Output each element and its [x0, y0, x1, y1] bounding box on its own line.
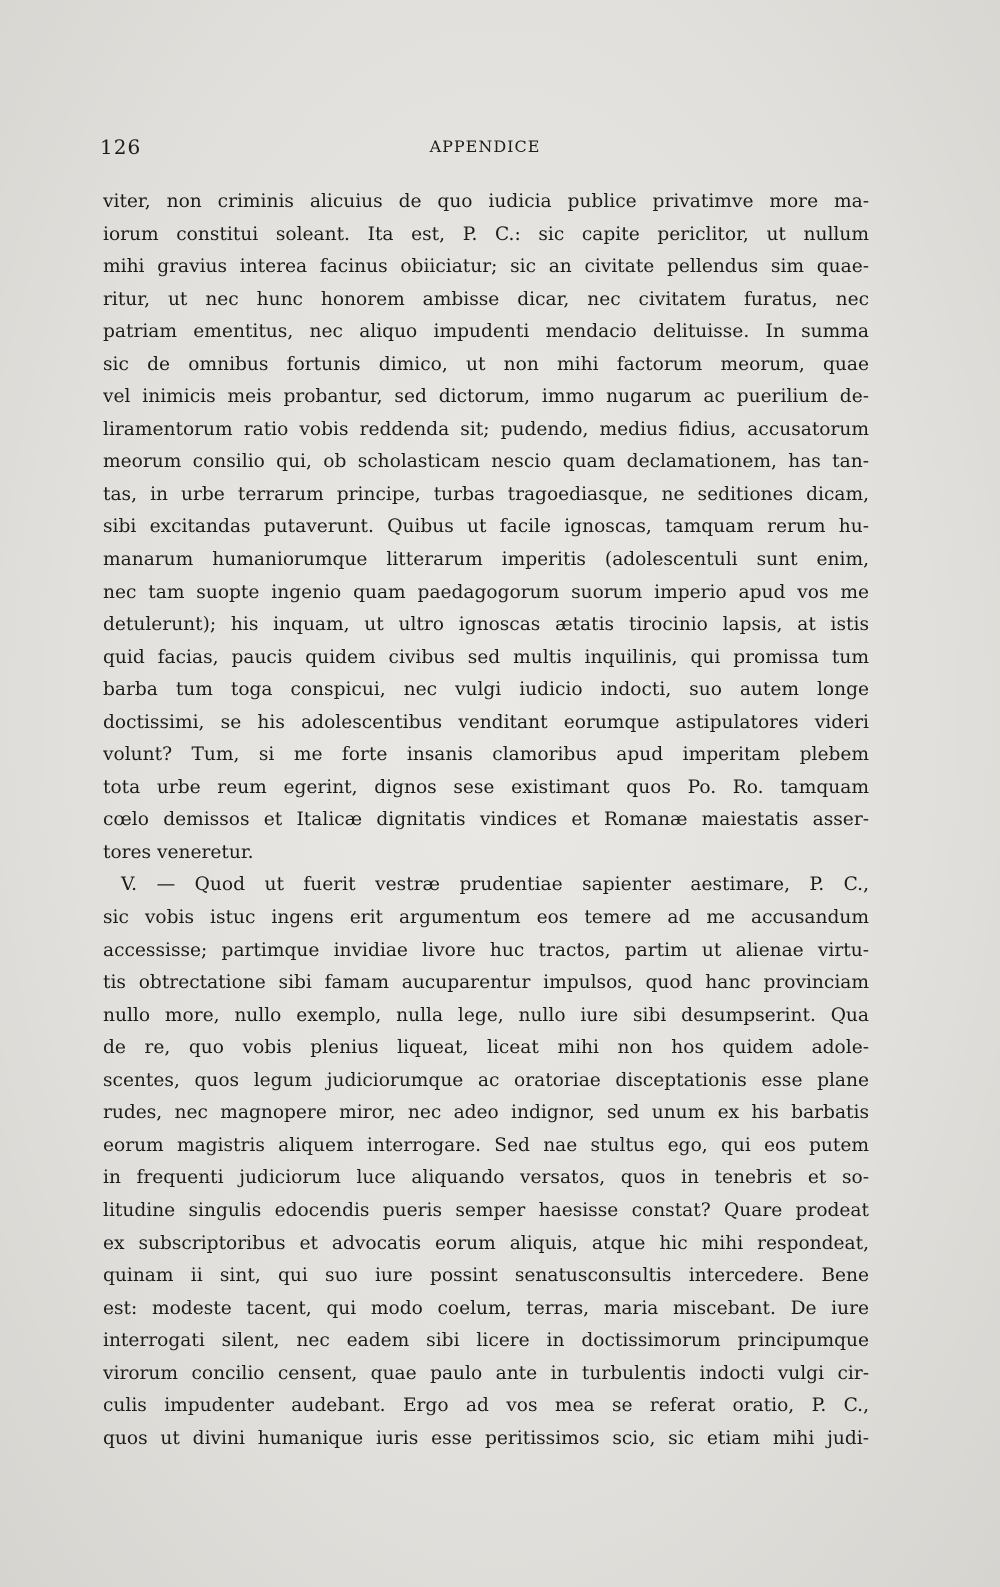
text-line: quid facias, paucis quidem civibus sed multis inquilinis, qui promissa tum [103, 646, 869, 668]
body-text [103, 186, 869, 1455]
text-line: viter, non criminis alicuius de quo iudicia publice privatimve more ma- [103, 191, 869, 212]
text-line: accessisse; partimque invidiae livore huc tractos, partim ut alienae virtu- [103, 939, 869, 961]
text-line: mihi gravius interea facinus obiiciatur; sic an civitate pellendus sim quae- [103, 256, 869, 278]
text-line: quos ut divini humanique iuris esse peritissimos scio, sic etiam mihi judi- [103, 1427, 869, 1449]
text-line: iorum constitui soleant. Ita est, P. C.: sic capite periclitor, ut nullum [103, 223, 869, 245]
text-line: nec tam suopte ingenio quam paedagogorum suorum imperio apud vos me [103, 581, 869, 603]
text-line: nullo more, nullo exemplo, nulla lege, nullo iure sibi desumpserint. Qua [103, 1004, 869, 1026]
text-line: quinam ii sint, qui suo iure possint senatusconsultis intercedere. Bene [103, 1265, 869, 1287]
text-line: ex subscriptoribus et advocatis eorum aliquis, atque hic mihi respondeat, [103, 1232, 869, 1254]
text-line: eorum magistris aliquem interrogare. Sed nae stultus ego, qui eos putem [103, 1134, 869, 1156]
text-line: vel inimicis meis probantur, sed dictorum, immo nugarum ac puerilium de- [103, 386, 869, 408]
text-line: ritur, ut nec hunc honorem ambisse dicar, nec civitatem furatus, nec [103, 288, 869, 310]
text-line: in frequenti judiciorum luce aliquando versatos, quos in tenebris et so- [103, 1167, 869, 1189]
text-line: doctissimi, se his adolescentibus venditant eorumque astipulatores videri [103, 711, 869, 733]
text-line: sic vobis istuc ingens erit argumentum eos temere ad me accusandum [103, 907, 869, 929]
text-line: sibi excitandas putaverunt. Quibus ut facile ignoscas, tamquam rerum hu- [103, 516, 869, 538]
text-line: detulerunt); his inquam, ut ultro ignoscas ætatis tirocinio lapsis, at istis [103, 614, 869, 636]
text-line: volunt? Tum, si me forte insanis clamoribus apud imperitam plebem [103, 744, 869, 766]
section-v-first-line: V. — Quod ut fuerit vestræ prudentiae sapienter aestimare, P. C., [121, 874, 869, 896]
text-line: meorum consilio qui, ob scholasticam nescio quam declamationem, has tan- [103, 451, 869, 473]
text-line: scentes, quos legum judiciorumque ac oratoriae disceptationis esse plane [103, 1069, 869, 1091]
text-line: est: modeste tacent, qui modo coelum, terras, maria miscebant. De iure [103, 1297, 869, 1319]
text-line: barba tum toga conspicui, nec vulgi iudicio indocti, suo autem longe [103, 679, 869, 701]
text-line: sic de omnibus fortunis dimico, ut non mihi factorum meorum, quae [103, 353, 869, 375]
text-line: virorum concilio censent, quae paulo ante in turbulentis indocti vulgi cir- [103, 1362, 869, 1384]
text-line: patriam ementitus, nec aliquo impudenti mendacio delituisse. In summa [103, 321, 869, 343]
text-line: cœlo demissos et Italicæ dignitatis vindices et Romanæ maiestatis asser- [103, 809, 869, 831]
text-line: interrogati silent, nec eadem sibi licere in doctissimorum principumque [103, 1330, 869, 1352]
text-line: liramentorum ratio vobis reddenda sit; pudendo, medius fidius, accusatorum [103, 418, 869, 440]
text-line: tis obtrectatione sibi famam aucuparentur impulsos, quod hanc provinciam [103, 972, 869, 994]
text-line: de re, quo vobis plenius liqueat, liceat mihi non hos quidem adole- [103, 1037, 869, 1059]
text-line: manarum humaniorumque litterarum imperitis (adolescentuli sunt enim, [103, 549, 869, 571]
page-number: 126 [100, 135, 142, 159]
paragraph-end-line: tores veneretur. [103, 841, 254, 863]
text-line: tas, in urbe terrarum principe, turbas tragoediasque, ne seditiones dicam, [103, 483, 869, 505]
text-line: culis impudenter audebant. Ergo ad vos mea se referat oratio, P. C., [103, 1395, 869, 1417]
text-line: rudes, nec magnopere miror, nec adeo indignor, sed unum ex his barbatis [103, 1102, 869, 1124]
text-line: tota urbe reum egerint, dignos sese existimant quos Po. Ro. tamquam [103, 776, 869, 798]
text-line: litudine singulis edocendis pueris semper haesisse constat? Quare prodeat [103, 1199, 869, 1221]
running-title: APPENDICE [429, 137, 541, 156]
running-head [100, 132, 870, 162]
